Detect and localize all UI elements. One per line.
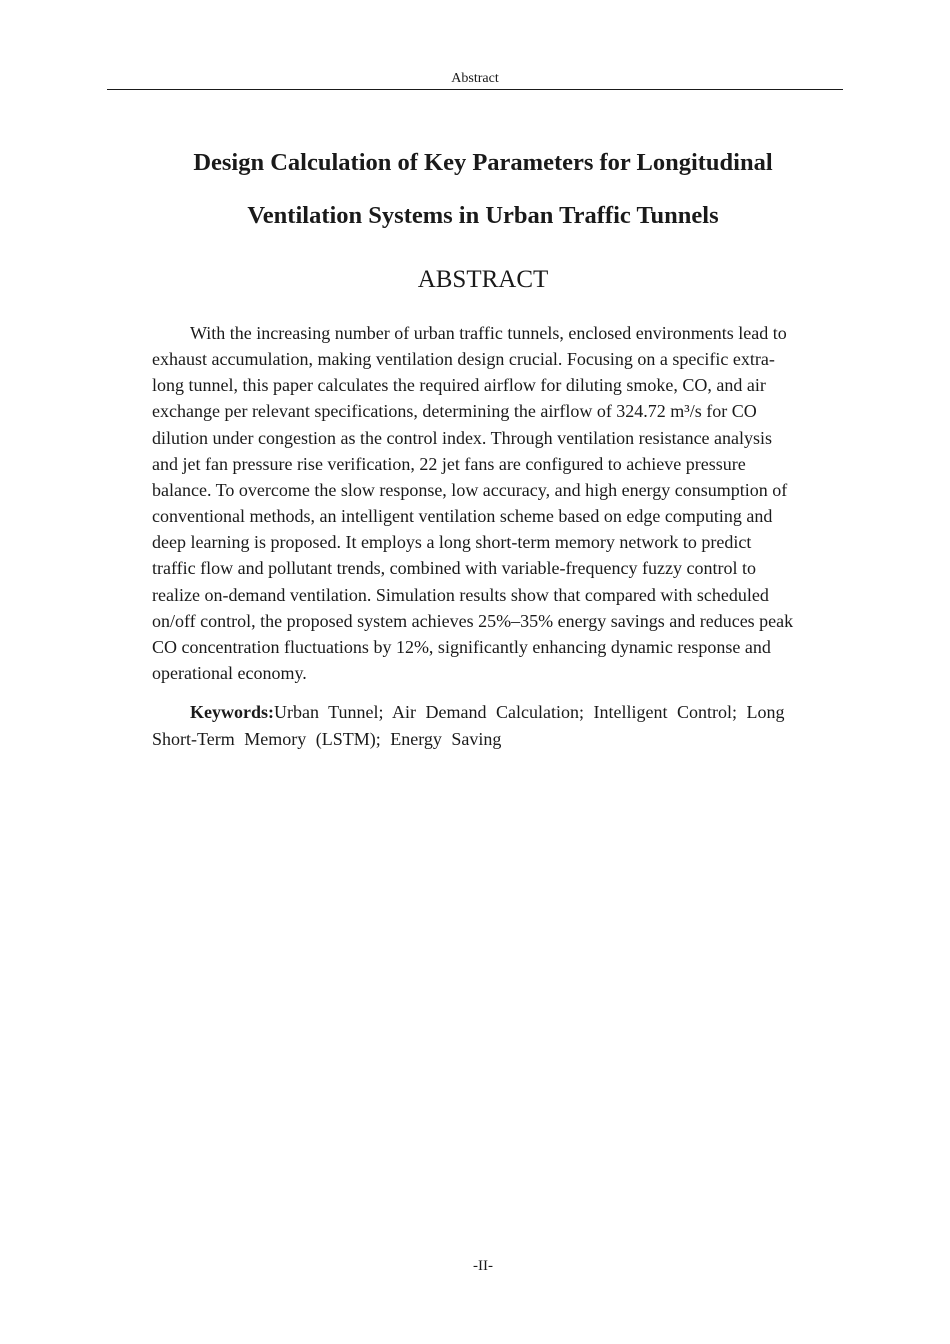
header-rule — [107, 89, 843, 90]
keywords-label: Keywords: — [190, 702, 274, 722]
abstract-line: conventional methods, an intelligent ventilation scheme based on edge computing and — [152, 506, 773, 527]
abstract-heading: ABSTRACT — [417, 266, 549, 293]
keywords-paragraph — [152, 699, 822, 753]
abstract-line: exhaust accumulation, making ventilation design crucial. Focusing on a specific extra- — [152, 349, 775, 370]
keywords-line-2: Short-Term Memory (LSTM); Energy Saving — [152, 729, 502, 749]
title-line-2: Ventilation Systems in Urban Traffic Tunnels — [247, 202, 719, 229]
abstract-line: long tunnel, this paper calculates the required airflow for diluting smoke, CO, and air — [152, 375, 766, 396]
abstract-line: and jet fan pressure rise verification, 22 jet fans are configured to achieve pressure — [152, 453, 746, 474]
running-header: Abstract — [451, 71, 499, 86]
keywords-line-1 — [152, 699, 822, 726]
abstract-line: deep learning is proposed. It employs a long short-term memory network to predict — [152, 532, 752, 553]
page-number: -II- — [473, 1258, 493, 1274]
abstract-line: dilution under congestion as the control index. Through ventilation resistance analysis — [152, 427, 773, 448]
abstract-body — [152, 320, 836, 686]
paper-title — [120, 136, 846, 242]
abstract-line: operational economy. — [152, 663, 307, 684]
abstract-line: With the increasing number of urban traffic tunnels, enclosed environments lead to — [190, 323, 787, 343]
abstract-line: traffic flow and pollutant trends, combined with variable-frequency fuzzy control to — [152, 558, 756, 579]
title-line-1: Design Calculation of Key Parameters for Longitudinal — [193, 149, 773, 176]
keywords-text: Urban Tunnel; Air Demand Calculation; Intelligent Control; Long — [274, 702, 785, 722]
abstract-line: balance. To overcome the slow response, low accuracy, and high energy consumption of — [152, 479, 788, 500]
abstract-line: CO concentration fluctuations by 12%, significantly enhancing dynamic response and — [152, 636, 771, 657]
abstract-line: on/off control, the proposed system achieves 25%–35% energy savings and reduces peak — [152, 610, 794, 631]
abstract-line: realize on-demand ventilation. Simulation results show that compared with scheduled — [152, 584, 769, 605]
abstract-line: exchange per relevant specifications, determining the airflow of 324.72 m³/s for CO — [152, 401, 757, 422]
